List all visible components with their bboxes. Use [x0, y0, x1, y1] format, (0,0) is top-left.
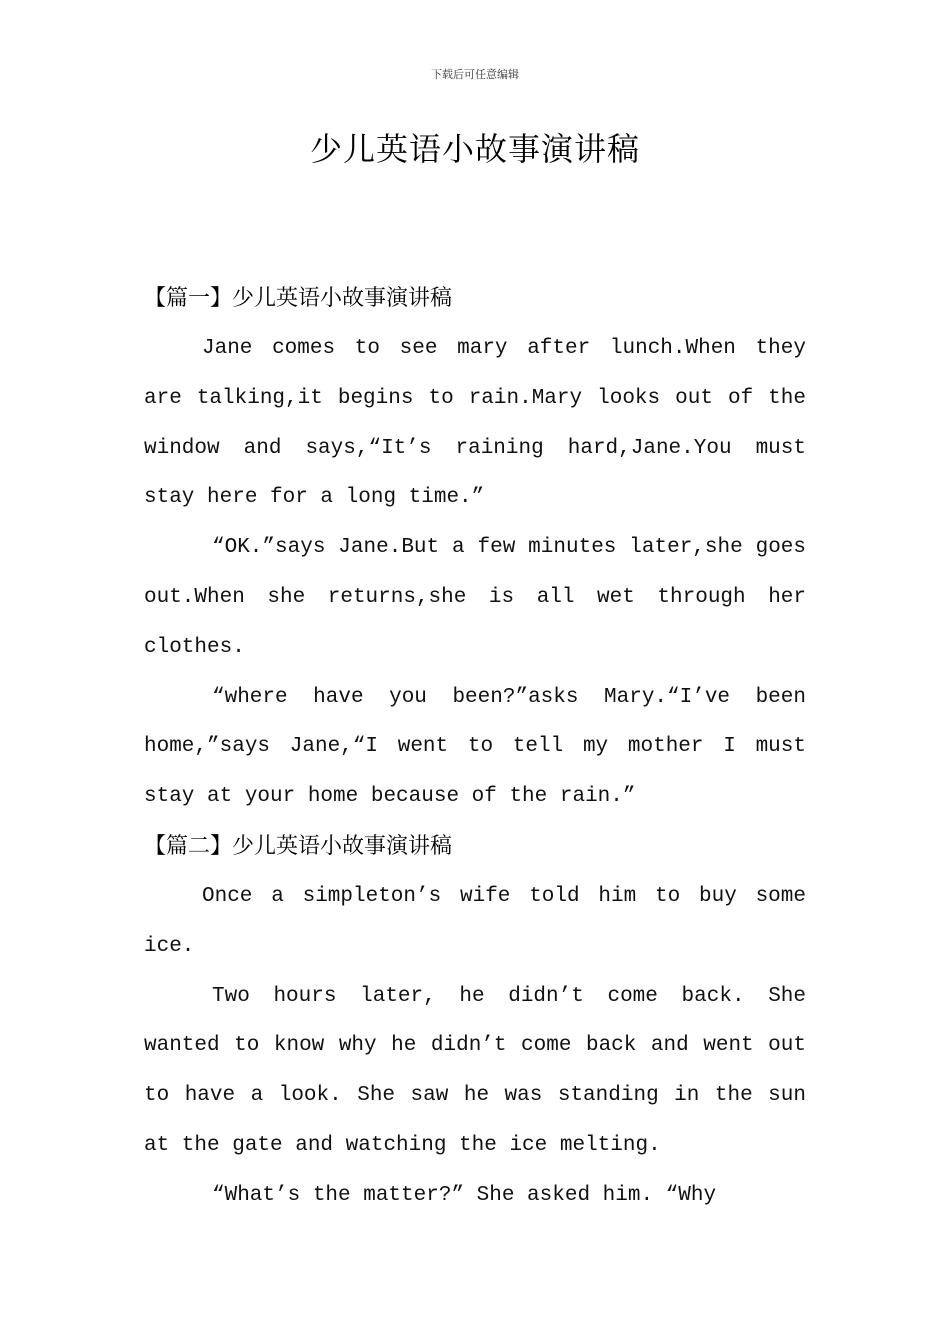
section-heading-2: 【篇二】少儿英语小故事演讲稿 [144, 833, 453, 859]
paragraph: Once a simpleton’s wife told him to buy some ice. [144, 884, 806, 958]
paragraph: “where have you been?”asks Mary.“I’ve been home,”says Jane,“I went to tell my mother I must stay at your home because of the rain.” [144, 685, 806, 809]
page-title: 少儿英语小故事演讲稿 [309, 130, 640, 168]
header-note: 下载后可任意编辑 [431, 68, 519, 81]
paragraph: Two hours later, he didn’t come back. She wanted to know why he didn’t come back and went out to have a look. She saw he was standing in the sun at the gate and watching the ice melting. [144, 984, 806, 1157]
document-body [144, 274, 806, 1221]
paragraph: “What’s the matter?” She asked him. “Why [212, 1183, 717, 1207]
paragraph: “OK.”says Jane.But a few minutes later,she goes out.When she returns,she is all wet through her clothes. [144, 536, 806, 659]
paragraph: Jane comes to see mary after lunch.When they are talking,it begins to rain.Mary looks out of the window and says,“It’s raining hard,Jane.You must stay here for a long time.” [144, 337, 806, 510]
section-heading-1: 【篇一】少儿英语小故事演讲稿 [144, 286, 453, 311]
